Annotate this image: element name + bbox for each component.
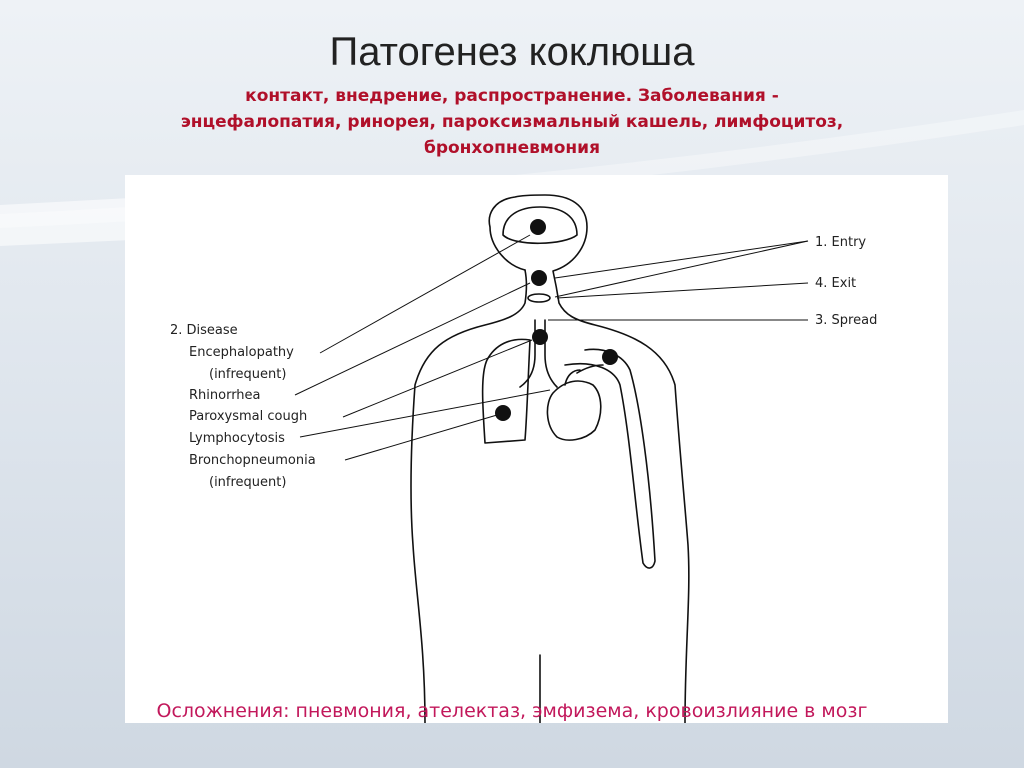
- label-exit: 4. Exit: [815, 276, 857, 291]
- leader-rhinorrhea: [295, 283, 530, 395]
- subtitle-line-1: контакт, внедрение, распространение. Заболевания -: [245, 86, 779, 106]
- subtitle-line-2: энцефалопатия, ринорея, пароксизмальный кашель, лимфоцитоз,: [180, 112, 844, 132]
- dot-nasopharynx: [531, 270, 547, 286]
- leader-lymphocytosis: [300, 390, 550, 437]
- label-encephalopathy-note: (infrequent): [209, 367, 287, 382]
- dot-bronchus: [602, 349, 618, 365]
- label-bronchopneumonia: Bronchopneumonia: [189, 453, 316, 468]
- leader-entry-1: [555, 241, 808, 278]
- label-encephalopathy: Encephalopathy: [189, 345, 294, 360]
- dot-brain: [530, 219, 546, 235]
- label-disease-header: 2. Disease: [170, 323, 238, 338]
- label-paroxysmal-cough: Paroxysmal cough: [189, 409, 308, 424]
- lung-right: [565, 349, 655, 568]
- trachea: [520, 320, 535, 387]
- body-left-outline: [411, 270, 527, 723]
- leader-entry-2: [555, 241, 808, 297]
- dot-lung: [495, 405, 511, 421]
- leader-exit: [557, 283, 808, 298]
- dot-trachea: [532, 329, 548, 345]
- label-bronchopneumonia-note: (infrequent): [209, 475, 287, 490]
- label-rhinorrhea: Rhinorrhea: [189, 388, 261, 403]
- leader-bronchopneumonia: [345, 415, 497, 460]
- slide-title: Патогенез коклюша: [329, 30, 695, 74]
- larynx: [528, 294, 550, 302]
- label-lymphocytosis: Lymphocytosis: [189, 431, 285, 446]
- subtitle-line-3: бронхопневмония: [423, 138, 601, 158]
- heart-outline: [547, 381, 600, 440]
- slide-subtitle: [40, 83, 984, 161]
- diagram-panel: [125, 175, 948, 723]
- label-spread: 3. Spread: [815, 313, 878, 328]
- complications-footer: Осложнения: пневмония, ателектаз, эмфизема, кровоизлияние в мозг: [156, 700, 868, 722]
- lung-left: [483, 339, 530, 443]
- leader-encephalopathy: [320, 235, 530, 353]
- body-diagram: [125, 175, 948, 723]
- trachea-right: [545, 320, 557, 387]
- label-entry: 1. Entry: [815, 235, 867, 250]
